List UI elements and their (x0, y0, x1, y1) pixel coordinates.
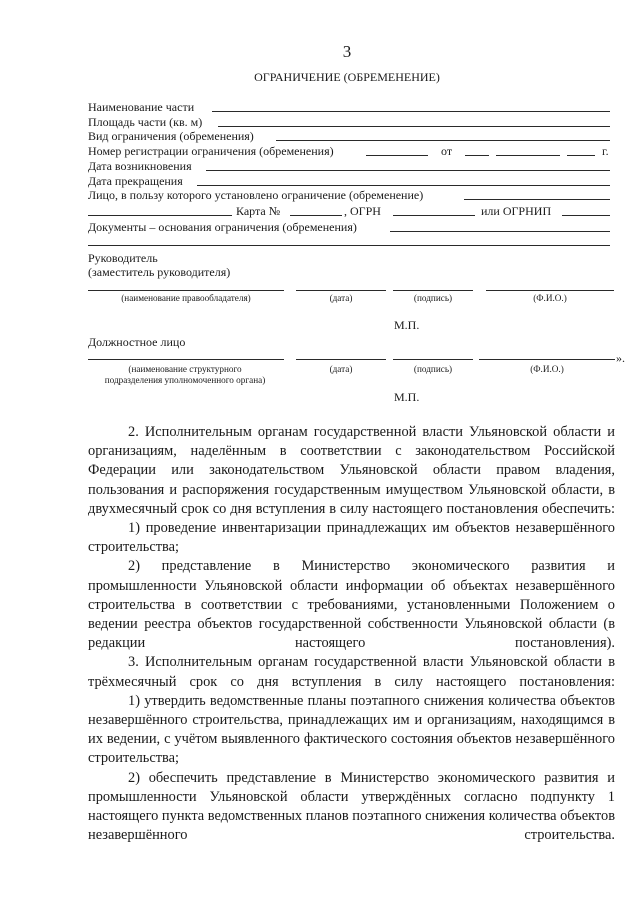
head-holder-line (88, 290, 284, 291)
field-part-name-label: Наименование части (88, 100, 195, 114)
field-part-area-line (218, 126, 610, 127)
head-caption-signature: (подпись) (413, 293, 453, 303)
field-start-date-line (206, 170, 610, 171)
field-documents-label: Документы – основания ограничения (обременения) (88, 220, 357, 234)
official-stamp: М.П. (394, 390, 420, 404)
official-date-line (296, 359, 386, 360)
body-text (88, 423, 615, 845)
field-end-date-line (197, 185, 610, 186)
official-caption-fio: (Ф.И.О.) (530, 364, 564, 374)
official-caption-date: (дата) (329, 364, 353, 374)
head-date-line (296, 290, 386, 291)
head-caption-fio: (Ф.И.О.) (533, 293, 567, 303)
form-title: ОГРАНИЧЕНИЕ (ОБРЕМЕНЕНИЕ) (254, 70, 440, 84)
official-unit-line (88, 359, 284, 360)
paragraph-3-item-2: 2) обеспечить представление в Министерство экономического развития и промышленности Ульяновской области утверждённых согласно подпункту 1 настоящего пункта ведомственных планов поэтапного снижения количества объектов незавершённого строительства. (88, 769, 615, 844)
field-month-line (496, 155, 560, 156)
field-or-ogrnip-label: или ОГРНИП (481, 204, 552, 218)
field-restriction-type-line (276, 140, 610, 141)
field-beneficiary-line (464, 199, 610, 200)
official-caption-unit: (наименование структурного подразделения уполномоченного органа) (104, 364, 266, 385)
field-part-name-line (212, 111, 610, 112)
field-documents-line-2 (88, 245, 610, 246)
head-caption-holder: (наименование правообладателя) (121, 293, 251, 303)
field-card-no-line (290, 215, 342, 216)
paragraph-3-item-1: 1) утвердить ведомственные планы поэтапного снижения количества объектов незавершённого строительства, принадлежащих им и организациям, находящимся в их ведении, с учётом выявленного фактического состояния объектов незавершённого строительства; (88, 692, 615, 767)
paragraph-2-item-1: 1) проведение инвентаризации принадлежащих им объектов незавершённого строительства; (88, 520, 615, 556)
head-deputy-title: (заместитель руководителя) (88, 265, 231, 279)
paragraph-2-item-2: 2) представление в Министерство экономического развития и промышленности Ульяновской области информации об объектах незавершённого строительства в соответствии с требованиями, установленными Положением о ведении реестра объектов государственной собственности Ульяновской области (в редакции настоящего постановления). (88, 558, 615, 652)
official-title: Должностное лицо (88, 335, 186, 349)
head-stamp: М.П. (394, 318, 420, 332)
official-caption-signature: (подпись) (413, 364, 453, 374)
page-number: 3 (342, 42, 352, 61)
field-beneficiary-label: Лицо, в пользу которого установлено ограничение (обременение) (88, 188, 424, 202)
head-title: Руководитель (88, 251, 158, 265)
field-registration-number-label: Номер регистрации ограничения (обременения) (88, 144, 334, 158)
paragraph-3: 3. Исполнительным органам государственной власти Ульяновской области в трёхмесячный срок со дня вступления в силу настоящего постановления: (88, 654, 615, 690)
head-caption-date: (дата) (329, 293, 353, 303)
official-signature-line (393, 359, 473, 360)
field-ogrn-label: , ОГРН (344, 204, 381, 218)
field-ogrn-line (393, 215, 475, 216)
paragraph-2: 2. Исполнительным органам государственной власти Ульяновской области и организациям, наделённым в соответствии с законодательством Российской Федерации или законодательством Ульяновской области правом владения, пользования и распоряжения государственным имуществом Ульяновской области, в двухмесячный срок со дня вступления в силу настоящего постановления обеспечить: (88, 424, 615, 517)
field-from-label: от (441, 144, 453, 158)
field-restriction-type-label: Вид ограничения (обременения) (88, 129, 254, 143)
field-end-date-label: Дата прекращения (88, 174, 183, 188)
field-ogrnip-line (562, 215, 610, 216)
field-card-no-label: Карта № (236, 204, 281, 218)
field-year-line (567, 155, 595, 156)
field-beneficiary-name-line (88, 215, 232, 216)
field-documents-line (390, 231, 610, 232)
field-start-date-label: Дата возникновения (88, 159, 192, 173)
official-fio-line (479, 359, 615, 360)
field-year-suffix: г. (602, 144, 609, 158)
closing-quote-mark: ». (616, 351, 625, 365)
field-registration-number-line (366, 155, 428, 156)
field-day-line (465, 155, 489, 156)
head-fio-line (486, 290, 614, 291)
field-part-area-label: Площадь части (кв. м) (88, 115, 203, 129)
head-signature-line (393, 290, 473, 291)
